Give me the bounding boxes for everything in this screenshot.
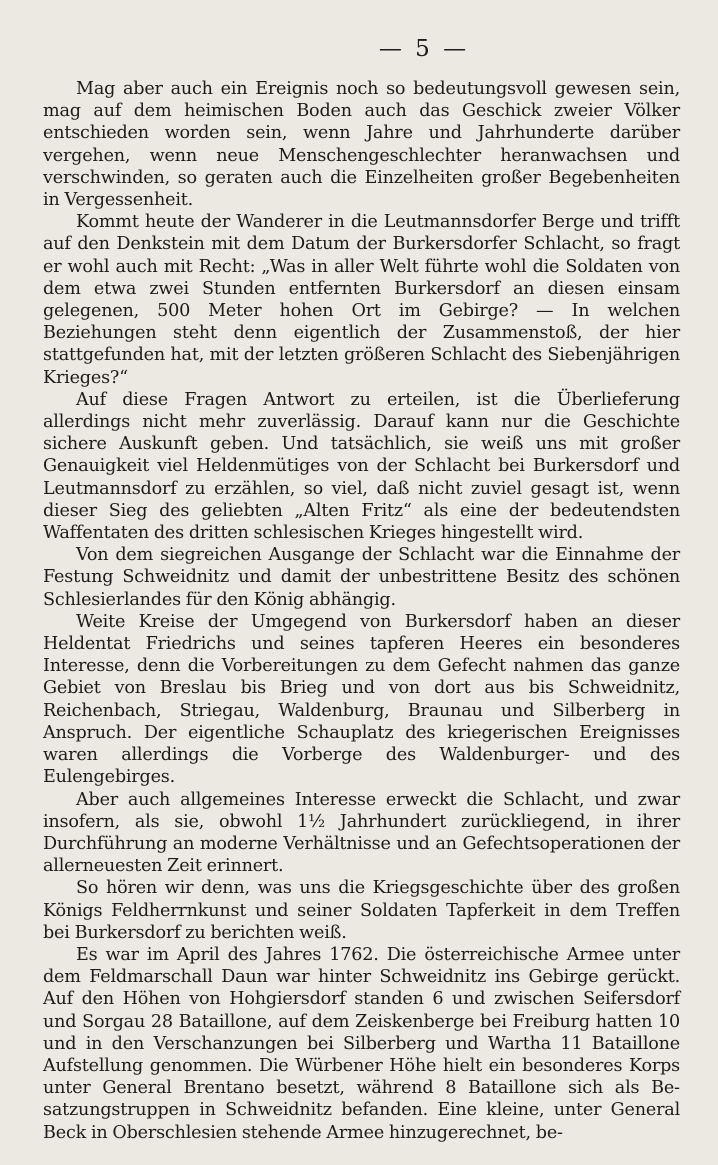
paragraph: Von dem siegreichen Ausgange der Schlacht war die Einnahme der Festung Schweidnitz und damit der unbestrittene Besitz des schönen Schlesierlandes für den König abhängig.	[43, 545, 680, 610]
paragraph: Mag aber auch ein Ereignis noch so bedeutungsvoll gewesen sein, mag auf dem heimischen Boden auch das Geschick zweier Völker entschieden worden sein, wenn Jahre und Jahrhunderte darüber vergehen, wenn neue Menschengeschlechter heranwachsen und verschwinden, so geraten auch die Einzelheiten großer Begebenheiten in Vergessenheit.	[43, 79, 680, 211]
paragraph: Es war im April des Jahres 1762. Die österreichische Armee unter dem Feldmarschall Daun war hinter Schweidnitz ins Gebirge gerückt. Auf den Höhen von Hohgiersdorf standen 6 und zwischen Seifersdorf und Sorgau 28 Bataillone, auf dem Zeiskenberge bei Freiburg hatten 10 und in den Verschanzungen bei Silberberg und Wartha 11 Bataillone Aufstellung genommen. Die Würbener Höhe hielt ein besonderes Korps unter General Brentano besetzt, während 8 Bataillone sich als Besatzungstruppen in Schweidnitz befanden. Eine kleine, unter General Beck in Oberschlesien stehende Armee hinzugerechnet, be-	[43, 944, 680, 1143]
paragraph: So hören wir denn, was uns die Kriegsgeschichte über des großen Königs Feldherrnkunst und seiner Soldaten Tapferkeit in dem Treffen bei Burkersdorf zu berichten weiß.	[43, 878, 680, 943]
paragraph: Weite Kreise der Umgegend von Burkersdorf haben an dieser Heldentat Friedrichs und seines tapferen Heeres ein besonderes Interesse, denn die Vorbereitungen zu dem Gefecht nahmen das ganze Gebiet von Breslau bis Brieg und von dort aus bis Schweidnitz, Reichenbach, Striegau, Waldenburg, Braunau und Silberberg in Anspruch. Der eigentliche Schauplatz des kriegerischen Ereignisses waren allerdings die Vorberge des Waldenburger- und des Eulengebirges.	[43, 611, 680, 788]
paragraph: Auf diese Fragen Antwort zu erteilen, ist die Überlieferung allerdings nicht mehr zuverlässig. Darauf kann nur die Geschichte sichere Auskunft geben. Und tatsächlich, sie weiß uns mit großer Genauigkeit viel Heldenmütiges von der Schlacht bei Burkersdorf und Leutmannsdorf zu erzählen, so viel, daß nicht zuviel gesagt ist, wenn dieser Sieg des geliebten „Alten Fritz“ als eine der bedeutendsten Waffentaten des dritten schlesischen Krieges hingestellt wird.	[43, 389, 680, 544]
paragraph: Aber auch allgemeines Interesse erweckt die Schlacht, und zwar insofern, als sie, obwohl 1½ Jahrhundert zurückliegend, in ihrer Durchführung an moderne Verhältnisse und an Gefechtsoperationen der allerneuesten Zeit erinnert.	[43, 789, 680, 877]
page-number: — 5 —	[378, 36, 470, 62]
body-text	[43, 78, 680, 1144]
paragraph: Kommt heute der Wanderer in die Leutmannsdorfer Berge und trifft auf den Denkstein mit dem Datum der Burkersdorfer Schlacht, so fragt er wohl auch mit Recht: „Was in aller Welt führte wohl die Soldaten von dem etwa zwei Stunden entfernten Burkersdorf an diesen einsam gelegenen, 500 Meter hohen Ort im Gebirge? — In welchen Beziehungen steht denn eigentlich der Zusammenstoß, der hier stattgefunden hat, mit der letzten größeren Schlacht des Siebenjährigen Krieges?“	[43, 212, 680, 388]
